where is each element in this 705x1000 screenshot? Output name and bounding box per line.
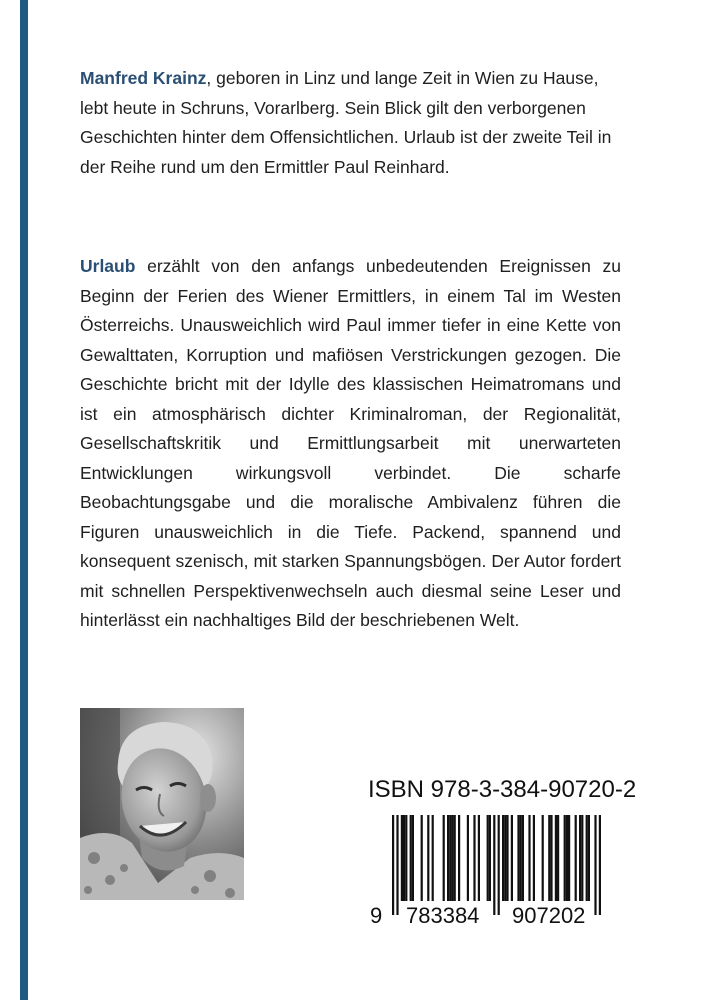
barcode-bar xyxy=(498,815,500,915)
barcode-digits-right: 907202 xyxy=(512,903,586,928)
author-name: Manfred Krainz xyxy=(80,68,207,88)
barcode-bar xyxy=(548,815,550,901)
barcode-bar xyxy=(533,815,535,901)
barcode-bar xyxy=(454,815,456,901)
barcode-bar xyxy=(520,815,522,901)
barcode-bar xyxy=(588,815,590,901)
author-bio xyxy=(80,64,621,182)
barcode-bar xyxy=(447,815,449,901)
barcode-bar xyxy=(401,815,403,901)
barcode-bar xyxy=(451,815,453,901)
barcode-bar xyxy=(392,815,394,915)
barcode-bar xyxy=(586,815,588,901)
barcode-bar xyxy=(568,815,570,901)
barcode-bar xyxy=(504,815,506,901)
barcode-digits-left: 783384 xyxy=(406,903,480,928)
barcode-bar xyxy=(412,815,414,901)
barcode-bar xyxy=(550,815,552,901)
barcode-bar xyxy=(511,815,513,901)
barcode-bar xyxy=(555,815,557,901)
barcode-bars xyxy=(368,815,618,915)
barcode-bar xyxy=(542,815,544,901)
barcode-bar xyxy=(493,815,495,915)
author-bio-text: , geboren in Linz und lange Zeit in Wien zu Hause, lebt heute in Schruns, Vorarlberg. Sein Blick gilt den verborgenen Geschichten hinter dem Offensichtlichen. Urlaub ist der zweite Teil in der Reihe rund um den Ermittler Paul Reinhard. xyxy=(80,68,612,177)
barcode-bar xyxy=(396,815,398,915)
barcode-bar xyxy=(506,815,508,901)
barcode-bar xyxy=(449,815,451,901)
barcode-bar xyxy=(575,815,577,901)
barcode-bar xyxy=(517,815,519,901)
barcode-bar xyxy=(421,815,423,901)
barcode-bar xyxy=(528,815,530,901)
book-blurb xyxy=(80,252,621,636)
barcode-bar xyxy=(566,815,568,901)
barcode-bar xyxy=(410,815,412,901)
barcode-bar xyxy=(478,815,480,901)
isbn-barcode xyxy=(368,815,618,930)
barcode-bar xyxy=(502,815,504,901)
barcode-bar xyxy=(473,815,475,901)
barcode-bar xyxy=(564,815,566,901)
cover-spine-stripe xyxy=(20,0,28,1000)
barcode-bar xyxy=(432,815,434,901)
barcode-bar xyxy=(579,815,581,901)
barcode-bar xyxy=(405,815,407,901)
book-title: Urlaub xyxy=(80,256,136,276)
barcode-bar xyxy=(487,815,489,901)
barcode-bar xyxy=(467,815,469,901)
barcode-bar xyxy=(458,815,460,901)
barcode-bar xyxy=(522,815,524,901)
barcode-bar xyxy=(599,815,601,915)
barcode-bar xyxy=(443,815,445,901)
barcode-digit-first: 9 xyxy=(370,903,383,928)
author-photo xyxy=(80,708,244,900)
barcode-bar xyxy=(489,815,491,901)
isbn-label: ISBN 978-3-384-90720-2 xyxy=(368,776,637,803)
barcode-bar xyxy=(581,815,583,901)
barcode-bar xyxy=(594,815,596,915)
barcode-bar xyxy=(403,815,405,901)
barcode-bar xyxy=(427,815,429,901)
book-blurb-text: erzählt von den anfangs unbedeutenden Ereignissen zu Beginn der Ferien des Wiener Ermittlers, in einem Tal im Westen Österreichs. Unausweichlich wird Paul immer tiefer in eine Kette von Gewalttaten, Korruption und mafiösen Verstrickungen gezogen. Die Geschichte bricht mit der Idylle des klassischen Heimatromans und ist ein atmosphärisch dichter Kriminalroman, der Regionalität, Gesellschaftskritik und Ermittlungsarbeit mit unerwarteten Entwicklungen wirkungsvoll verbindet. Die scharfe Beobachtungsgabe und die moralische Ambivalenz führen die Figuren unausweichlich in die Tiefe. Packend, spannend und konsequent szenisch, mit starken Spannungsbögen. Der Autor fordert mit schnellen Perspektivenwechseln auch diesmal seine Leser und hinterlässt ein nachhaltiges Bild der beschriebenen Welt. xyxy=(80,256,621,630)
barcode-bar xyxy=(557,815,559,901)
